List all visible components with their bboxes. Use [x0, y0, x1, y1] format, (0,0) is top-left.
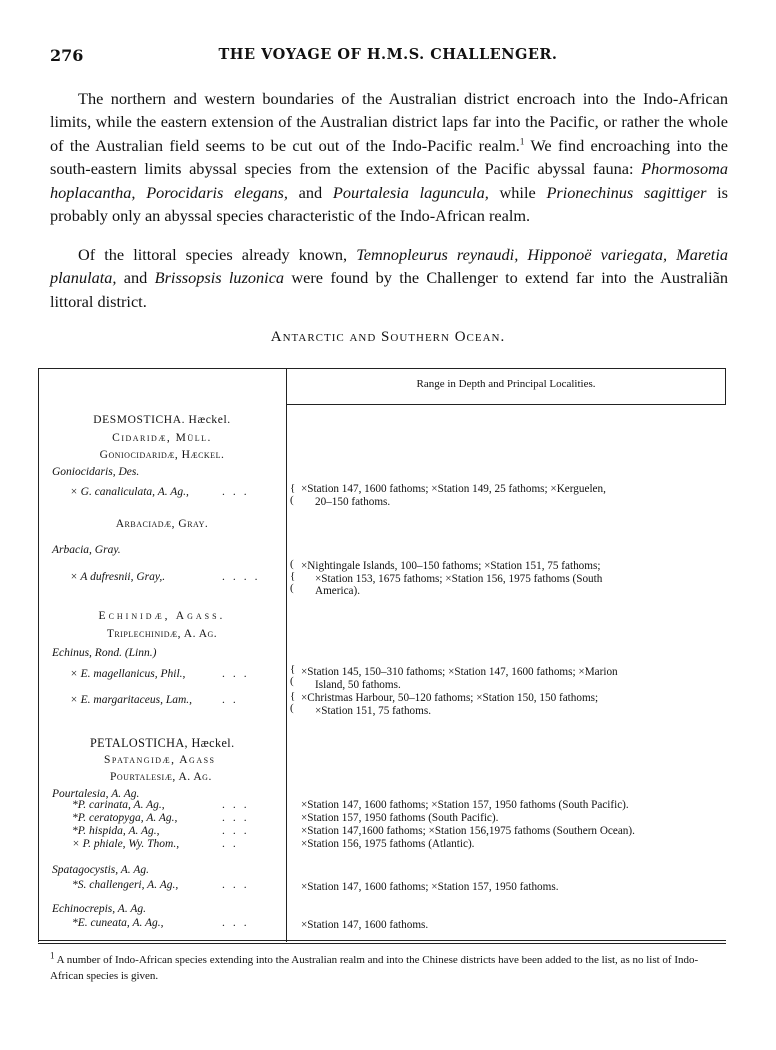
localities-e-margaritaceus: ×Christmas Harbour, 50–120 fathoms; ×Station 150, 150 fathoms; ×Station 151, 75 fathoms.: [301, 692, 599, 717]
genus-spatagocystis: Spatagocystis, A. Ag.: [52, 864, 150, 876]
species-e-cuneata: *E. cuneata, A. Ag.,: [72, 917, 164, 929]
table-title: Antarctic and Southern Ocean.: [270, 329, 506, 345]
subfamily-pourtalesiae: Pourtalesiæ, A. Ag.: [110, 771, 212, 783]
p1-text-5: is probably only an abyssal species characteristic of the Indo-African realm.: [50, 182, 728, 226]
table-rule-top: [38, 368, 726, 369]
brace-icon: ( { (: [290, 558, 296, 594]
subfamily-goniocidaridae: Goniocidaridæ, Hæckel.: [99, 449, 225, 461]
brace-icon: { (: [290, 482, 296, 506]
localities-a-dufresnii: ×Nightingale Islands, 100–150 fathoms; ×Station 151, 75 fathoms; ×Station 153, 1675 fathoms; ×Station 156, 1975 fathoms (South America).: [301, 560, 603, 598]
table-rule-bottom-double: [38, 943, 726, 944]
p1-species-2: Pourtalesia laguncula,: [332, 182, 489, 202]
p1-species-1: Phormosoma hoplacantha, Porocidaris elegans,: [50, 159, 728, 202]
localities-p-phiale: ×Station 156, 1975 fathoms (Atlantic).: [301, 838, 475, 850]
leader-dots: ...: [222, 812, 255, 824]
p2-species-2: Brissopsis luzonica: [154, 268, 285, 288]
species-p-hispida: *P. hispida, A. Ag.,: [72, 825, 160, 837]
p2-text-2: and: [116, 268, 155, 288]
species-p-carinata: *P. carinata, A. Ag.,: [72, 799, 165, 811]
p1-species-3: Prionechinus sagittiger: [546, 182, 707, 202]
species-a-dufresnii: × A dufresnii, Gray,.: [70, 571, 166, 583]
species-p-phiale: × P. phiale, Wy. Thom.,: [72, 838, 180, 850]
leader-dots: ...: [222, 879, 255, 891]
localities-p-carinata: ×Station 147, 1600 fathoms; ×Station 157, 1950 fathoms (South Pacific).: [301, 799, 629, 811]
species-p-ceratopyga: *P. ceratopyga, A. Ag.,: [72, 812, 178, 824]
localities-s-challengeri: ×Station 147, 1600 fathoms; ×Station 157, 1950 fathoms.: [301, 881, 559, 893]
footnote-marker: 1: [50, 950, 55, 961]
leader-dots: ..: [222, 838, 244, 850]
paragraph-2: [50, 243, 728, 313]
localities-e-cuneata: ×Station 147, 1600 fathoms.: [301, 919, 429, 931]
paragraph-1: [50, 87, 728, 227]
species-table: [38, 368, 726, 942]
localities-g-canaliculata: ×Station 147, 1600 fathoms; ×Station 149, 25 fathoms; ×Kerguelen, 20–150 fathoms.: [301, 483, 606, 508]
order-petalosticha: PETALOSTICHA, Hæckel.: [90, 736, 235, 750]
brace-icon: { (: [290, 690, 296, 714]
species-g-canaliculata: × G. canaliculata, A. Ag.,: [70, 486, 189, 498]
species-e-margaritaceus: × E. margaritaceus, Lam.,: [70, 694, 193, 706]
genus-echinocrepis: Echinocrepis, A. Ag.: [52, 903, 147, 915]
p1-text-1: The northern and western boundaries of the Australian district encroach into the Indo-African limits, while the eastern extension of the Australian district laps far into the Pacific, or rather the whole of the Australian field seems to be cut out of the Indo-Pacific realm.: [50, 89, 728, 155]
subfamily-triplechinidae: Triplechinidæ, A. Ag.: [106, 628, 218, 640]
genus-arbacia: Arbacia, Gray.: [52, 544, 121, 556]
localities-e-magellanicus: ×Station 145, 150–310 fathoms; ×Station 147, 1600 fathoms; ×Marion Island, 50 fathoms.: [301, 666, 618, 691]
table-rule-bottom: [38, 940, 726, 941]
species-s-challengeri: *S. challengeri, A. Ag.,: [72, 879, 179, 891]
footnote-ref: 1: [519, 136, 525, 147]
leader-dots: ...: [222, 668, 255, 680]
family-arbaciadae: Arbaciadæ, Gray.: [115, 518, 209, 530]
leader-dots: ...: [222, 825, 255, 837]
p1-text-2: We find encroaching into the south-eastern limits abyssal species from the extension of the Pacific abyssal fauna:: [50, 135, 728, 179]
leader-dots: ...: [222, 917, 255, 929]
genus-echinus: Echinus, Rond. (Linn.): [52, 647, 157, 659]
leader-dots: ....: [222, 571, 266, 583]
p1-text-4: while: [488, 182, 547, 202]
genus-goniocidaris: Goniocidaris, Des.: [52, 466, 140, 478]
order-desmosticha: DESMOSTICHA. Hæckel.: [93, 414, 231, 426]
table-column-divider: [286, 368, 287, 942]
footnote-text: A number of Indo-African species extending into the Australian realm and into the Chinese districts have been added to the list, as no list of Indo-African species is given.: [50, 954, 699, 982]
table-header-rule: [286, 404, 726, 405]
leader-dots: ...: [222, 799, 255, 811]
p2-text-3: were found by the Challenger to extend far into the Australiãn littoral district.: [50, 268, 728, 311]
page-number: 276: [50, 46, 84, 65]
species-e-magellanicus: × E. magellanicus, Phil.,: [70, 668, 186, 680]
p2-species-1: Temnopleurus reynaudi, Hipponoë variegata, Maretia planulata,: [50, 245, 728, 288]
localities-p-ceratopyga: ×Station 157, 1950 fathoms (South Pacific).: [301, 812, 499, 824]
family-cidaridae: Cidaridæ, Müll.: [112, 432, 212, 444]
localities-p-hispida: ×Station 147,1600 fathoms; ×Station 156,1975 fathoms (Southern Ocean).: [301, 825, 635, 837]
family-spatangidae: Spatangidæ, Agass: [104, 754, 216, 766]
brace-icon: { (: [290, 663, 296, 687]
leader-dots: ...: [222, 486, 255, 498]
genus-pourtalesia: Pourtalesia, A. Ag.: [52, 788, 140, 800]
footnote: [50, 952, 730, 984]
leader-dots: ..: [222, 694, 244, 706]
p2-text-1: Of the littoral species already known,: [78, 245, 357, 264]
family-echinidae: Echinidæ, Agass.: [98, 610, 226, 622]
running-head: THE VOYAGE OF H.M.S. CHALLENGER.: [218, 46, 558, 63]
column-header-localities: Range in Depth and Principal Localities.: [416, 378, 596, 390]
p1-text-3: and: [287, 182, 333, 202]
